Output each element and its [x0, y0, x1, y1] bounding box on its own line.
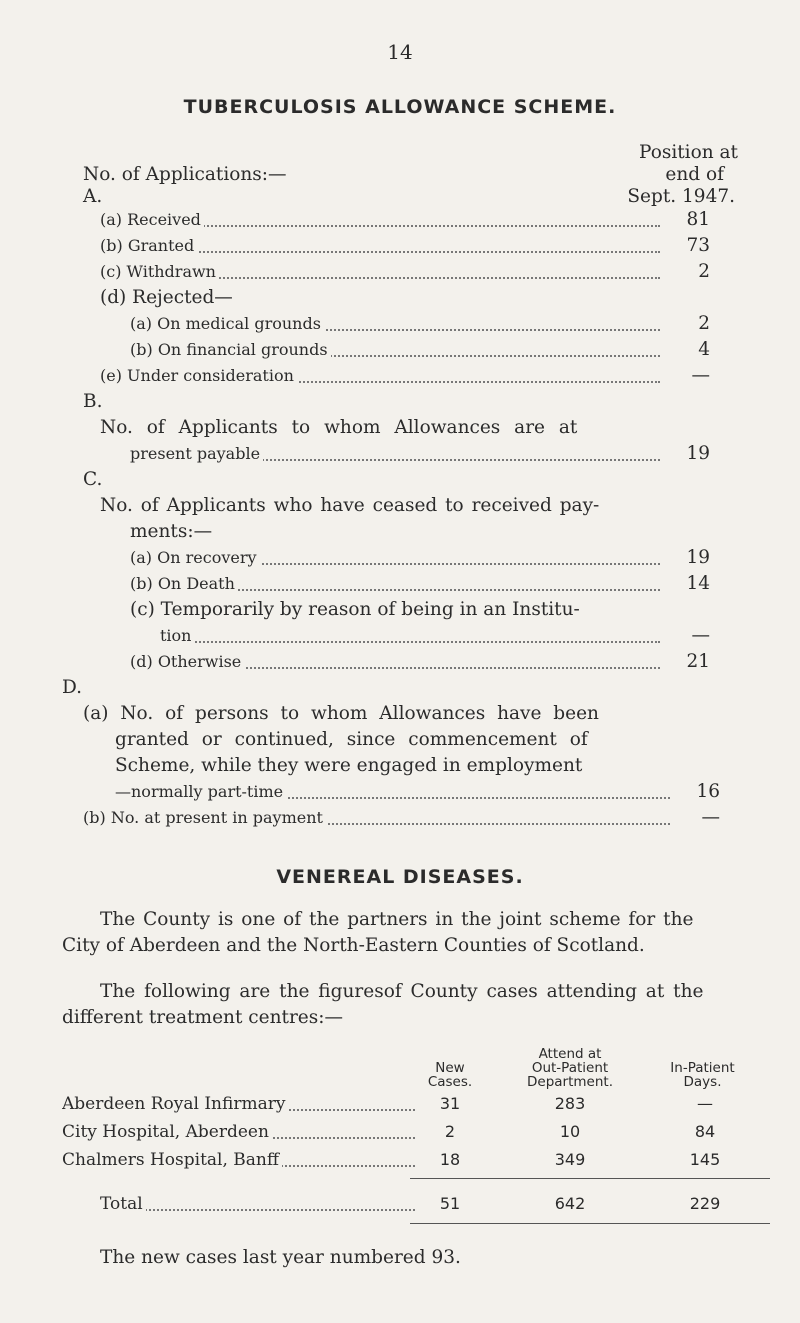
a-rej-financial-value: 4	[698, 339, 710, 360]
d-a-line3: Scheme, while they were engaged in employment	[115, 755, 583, 776]
table-total-ip: 229	[689, 1194, 721, 1213]
table-row-3-name: Chalmers Hospital, Banff	[62, 1146, 415, 1174]
total-rule-top	[410, 1178, 770, 1179]
table-total-new: 51	[439, 1194, 461, 1213]
table-row-1-ip: —	[697, 1094, 713, 1113]
a-under-row: (e) Under consideration	[100, 362, 660, 390]
vd-title: VENEREAL DISEASES.	[276, 866, 524, 888]
d-a-line2: granted or continued, since commencement of	[115, 729, 588, 750]
table-row-1-new: 31	[439, 1094, 461, 1113]
b-line2-row: present payable	[130, 440, 660, 468]
a-rej-medical-value: 2	[698, 313, 710, 334]
op-header-2: Out-Patient	[531, 1060, 609, 1076]
d-a-row: —normally part-time	[115, 778, 670, 806]
a-rejected-label: (d) Rejected—	[100, 287, 233, 308]
section-b: B.	[83, 391, 103, 412]
total-rule-bottom	[410, 1223, 770, 1224]
c-death-row: (b) On Death	[130, 570, 660, 598]
vd-para1-line1: The County is one of the partners in the joint scheme for the	[100, 909, 694, 930]
col-header-2: end of	[665, 164, 724, 185]
a-granted-row: (b) Granted	[100, 232, 660, 260]
section-c: C.	[83, 469, 103, 490]
vd-para1-line2: City of Aberdeen and the North-Eastern Counties of Scotland.	[62, 935, 645, 956]
table-row-3-op: 349	[554, 1150, 586, 1169]
c-temp-value: —	[691, 625, 710, 646]
table-row-2-new: 2	[444, 1122, 456, 1141]
ip-header-1: In-Patient	[670, 1060, 735, 1076]
section-d: D.	[62, 677, 83, 698]
b-value: 19	[686, 443, 710, 464]
table-row-2-ip: 84	[694, 1122, 716, 1141]
c-recovery-row: (a) On recovery	[130, 544, 660, 572]
table-total-op: 642	[554, 1194, 586, 1213]
c-line1: No. of Applicants who have ceased to received pay-	[100, 495, 600, 516]
d-a-value: 16	[696, 781, 720, 802]
c-temp-line1: (c) Temporarily by reason of being in an Institu-	[130, 599, 580, 620]
d-b-row: (b) No. at present in payment	[83, 804, 670, 832]
a-granted-value: 73	[686, 235, 710, 256]
page-number: 14	[387, 40, 413, 64]
b-line1: No. of Applicants to whom Allowances are at	[100, 417, 578, 438]
new-header-1: New	[435, 1060, 465, 1076]
ip-header-2: Days.	[683, 1074, 722, 1090]
c-temp-row: tion	[160, 622, 660, 650]
applications-label: No. of Applications:—	[83, 164, 287, 185]
col-header-1: Position at	[639, 142, 738, 163]
table-row-2-name: City Hospital, Aberdeen	[62, 1118, 415, 1146]
op-header-1: Attend at	[538, 1046, 602, 1062]
new-header-2: Cases.	[427, 1074, 473, 1090]
c-line2: ments:—	[130, 521, 213, 542]
table-row-2-op: 10	[559, 1122, 581, 1141]
table-row-3-ip: 145	[689, 1150, 721, 1169]
table-row-1-op: 283	[554, 1094, 586, 1113]
table-row-1-name: Aberdeen Royal Infirmary	[62, 1090, 415, 1118]
c-death-value: 14	[686, 573, 710, 594]
vd-para2-line1: The following are the figuresof County cases attending at the	[100, 981, 704, 1002]
col-header-3: Sept. 1947.	[627, 186, 735, 207]
d-a-line1: (a) No. of persons to whom Allowances have been	[83, 703, 599, 724]
tb-title: TUBERCULOSIS ALLOWANCE SCHEME.	[183, 96, 617, 118]
vd-para2-line2: different treatment centres:—	[62, 1007, 343, 1028]
table-row-3-new: 18	[439, 1150, 461, 1169]
a-received-value: 81	[686, 209, 710, 230]
c-recovery-value: 19	[686, 547, 710, 568]
vd-footer: The new cases last year numbered 93.	[100, 1247, 461, 1268]
d-b-value: —	[701, 807, 720, 828]
a-under-value: —	[691, 365, 710, 386]
c-otherwise-value: 21	[686, 651, 710, 672]
table-total-name: Total	[100, 1190, 415, 1218]
op-header-3: Department.	[527, 1074, 613, 1090]
a-withdrawn-row: (c) Withdrawn	[100, 258, 660, 286]
a-rej-medical-row: (a) On medical grounds	[130, 310, 660, 338]
c-otherwise-row: (d) Otherwise	[130, 648, 660, 676]
section-a: A.	[83, 186, 103, 207]
a-received-row: (a) Received	[100, 206, 660, 234]
a-rej-financial-row: (b) On financial grounds	[130, 336, 660, 364]
a-withdrawn-value: 2	[698, 261, 710, 282]
